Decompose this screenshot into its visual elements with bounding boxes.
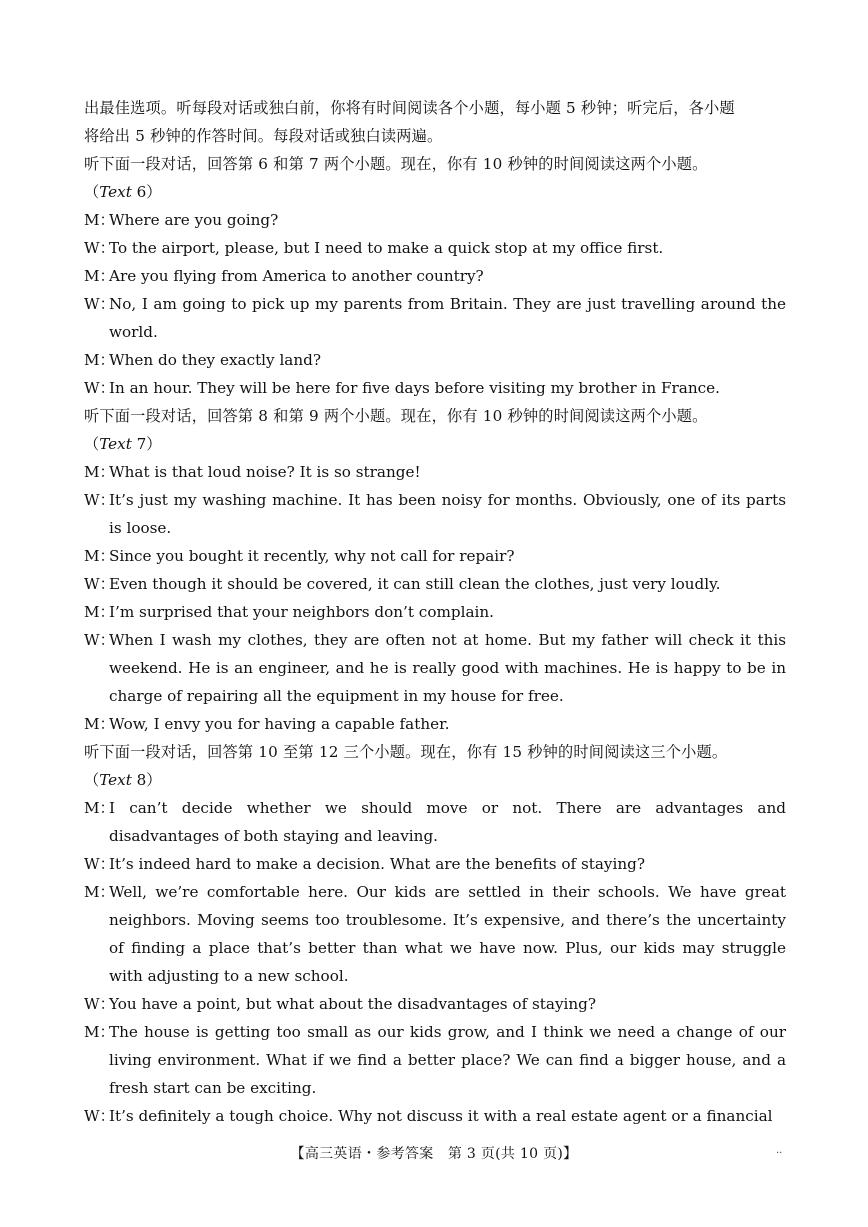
turn-text: Where are you going?	[109, 211, 279, 229]
turn-text: I’m surprised that your neighbors don’t complain.	[109, 603, 494, 621]
dialogue-turn	[84, 1018, 786, 1102]
turn-text: The house is getting too small as our kids grow, and I think we need a change of our living environment. What if we find a better place? We can find a bigger house, and a fresh start can be exciting.	[109, 1023, 786, 1097]
section-instruction: 听下面一段对话，回答第 10 至第 12 三个小题。现在，你有 15 秒钟的时间阅读这三个小题。	[84, 743, 728, 761]
speaker-label: M：	[84, 351, 115, 369]
dialogue-turn	[84, 570, 786, 598]
turn-text: No, I am going to pick up my parents from Britain. They are just travelling around the world.	[109, 295, 786, 341]
turn-text: Wow, I envy you for having a capable father.	[109, 715, 450, 733]
turn-text: When I wash my clothes, they are often not at home. But my father will check it this weekend. He is an engineer, and he is really good with machines. He is happy to be in charge of repairing all the equipment in my house for free.	[109, 631, 786, 705]
dialogue-turn	[84, 290, 786, 346]
tag-word: Text	[99, 771, 132, 789]
section-tag: （Text 8）	[84, 771, 162, 789]
speaker-label: W：	[84, 239, 115, 257]
speaker-label: M：	[84, 547, 115, 565]
speaker-label: M：	[84, 883, 115, 901]
corner-mark: ··	[776, 1148, 783, 1159]
dialogue-turn	[84, 346, 786, 374]
turn-text: To the airport, please, but I need to make a quick stop at my office first.	[109, 239, 664, 257]
listening-transcript	[84, 94, 786, 1130]
turn-text: It’s just my washing machine. It has been noisy for months. Obviously, one of its parts is loose.	[109, 491, 786, 537]
dialogue-turn	[84, 794, 786, 850]
page-footer: 【高三英语・参考答案 第 3 页(共 10 页)】	[290, 1146, 578, 1162]
speaker-label: W：	[84, 491, 115, 509]
turn-text: In an hour. They will be here for five days before visiting my brother in France.	[109, 379, 720, 397]
dialogue-turn	[84, 262, 786, 290]
speaker-label: W：	[84, 1107, 115, 1125]
speaker-label: W：	[84, 295, 115, 313]
speaker-label: W：	[84, 995, 115, 1013]
speaker-label: W：	[84, 631, 115, 649]
dialogue-turn	[84, 542, 786, 570]
turn-text: I can’t decide whether we should move or not. There are advantages and disadvantages of both staying and leaving.	[109, 799, 786, 845]
dialogue-turn	[84, 206, 786, 234]
tag-word: Text	[99, 183, 132, 201]
speaker-label: M：	[84, 463, 115, 481]
speaker-label: W：	[84, 379, 115, 397]
dialogue-turn	[84, 458, 786, 486]
turn-text: What is that loud noise? It is so strange!	[109, 463, 421, 481]
dialogue-turn	[84, 598, 786, 626]
speaker-label: M：	[84, 267, 115, 285]
dialogue-turn	[84, 990, 786, 1018]
dialogue-turn	[84, 878, 786, 990]
tag-number: 8	[131, 771, 147, 789]
section-instruction: 听下面一段对话，回答第 6 和第 7 两个小题。现在，你有 10 秒钟的时间阅读这两个小题。	[84, 155, 708, 173]
turn-text: Even though it should be covered, it can still clean the clothes, just very loudly.	[109, 575, 721, 593]
dialogue-turn	[84, 710, 786, 738]
turn-text: Well, we’re comfortable here. Our kids are settled in their schools. We have great neighbors. Moving seems too troublesome. It’s expensive, and there’s the uncertainty of finding a place that’s better than what we have now. Plus, our kids may struggle with adjusting to a new school.	[109, 883, 786, 985]
speaker-label: M：	[84, 1023, 115, 1041]
dialogue-turn	[84, 374, 786, 402]
speaker-label: M：	[84, 715, 115, 733]
tag-word: Text	[99, 435, 132, 453]
turn-text: Are you flying from America to another country?	[109, 267, 484, 285]
speaker-label: W：	[84, 855, 115, 873]
section-tag: （Text 7）	[84, 435, 162, 453]
dialogue-turn	[84, 234, 786, 262]
turn-text: It’s definitely a tough choice. Why not discuss it with a real estate agent or a financial	[109, 1107, 773, 1125]
section-instruction: 听下面一段对话，回答第 8 和第 9 两个小题。现在，你有 10 秒钟的时间阅读这两个小题。	[84, 407, 708, 425]
dialogue-turn	[84, 626, 786, 710]
speaker-label: W：	[84, 575, 115, 593]
turn-text: When do they exactly land?	[109, 351, 322, 369]
tag-number: 7	[131, 435, 147, 453]
dialogue-turn	[84, 486, 786, 542]
tag-number: 6	[131, 183, 147, 201]
dialogue-turn	[84, 850, 786, 878]
speaker-label: M：	[84, 799, 115, 817]
turn-text: Since you bought it recently, why not call for repair?	[109, 547, 515, 565]
turn-text: You have a point, but what about the disadvantages of staying?	[109, 995, 597, 1013]
dialogue-turn	[84, 1102, 786, 1130]
speaker-label: M：	[84, 211, 115, 229]
intro-line-1: 出最佳选项。听每段对话或独白前，你将有时间阅读各个小题，每小题 5 秒钟；听完后，各小题	[84, 99, 735, 117]
speaker-label: M：	[84, 603, 115, 621]
section-tag: （Text 6）	[84, 183, 162, 201]
turn-text: It’s indeed hard to make a decision. What are the benefits of staying?	[109, 855, 645, 873]
intro-line-2: 将给出 5 秒钟的作答时间。每段对话或独白读两遍。	[84, 127, 443, 145]
